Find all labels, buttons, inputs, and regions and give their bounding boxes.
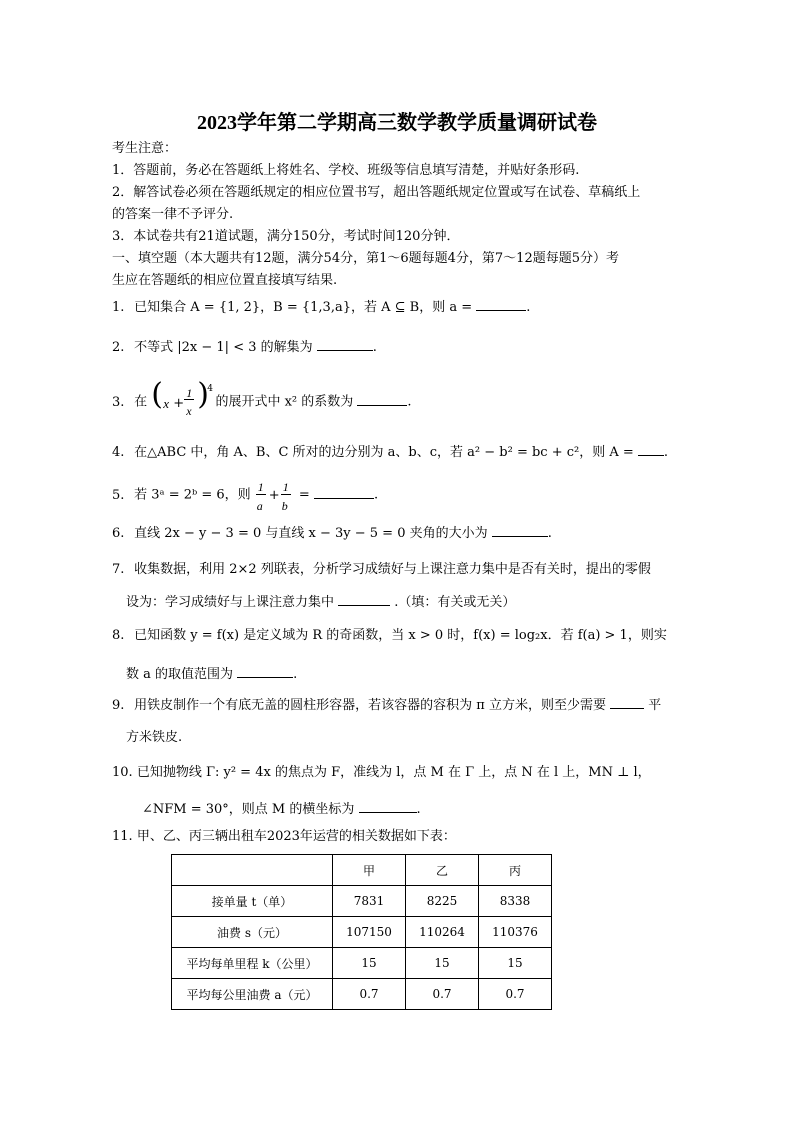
- answer-blank[interactable]: [317, 336, 373, 351]
- question-4: 4. 在△ABC 中，角 A、B、C 所对的边分别为 a、b、c，若 a² − b² = bc + c²，则 A = .: [112, 441, 692, 464]
- table-cell: 平均每公里油费 a（元）: [172, 979, 333, 1010]
- question-text: 在△ABC 中，角 A、B、C 所对的边分别为 a、b、c，若 a² − b² = bc + c²，则 A =: [134, 445, 634, 460]
- question-7: [112, 559, 692, 581]
- table-row: [172, 979, 552, 1010]
- question-9: 9. 用铁皮制作一个有底无盖的圆柱形容器，若该容器的容积为 π 立方米，则至少需要 平: [112, 694, 692, 717]
- answer-blank[interactable]: [476, 296, 526, 311]
- table-cell: 0.7: [479, 979, 552, 1010]
- question-8-cont: 数 a 的取值范围为 .: [112, 663, 706, 686]
- question-number: 11.: [112, 829, 133, 844]
- table-cell: 7831: [333, 886, 406, 917]
- fraction-sum: 1 a + 1 b: [256, 480, 289, 513]
- question-11: [112, 826, 692, 848]
- section-heading-cont: 生应在答题纸的相应位置直接填写结果.: [112, 273, 338, 288]
- question-7-cont: [112, 591, 706, 614]
- question-2: 2. 不等式 |2x − 1| < 3 的解集为 .: [112, 336, 692, 359]
- question-number: 5.: [112, 487, 125, 503]
- answer-blank[interactable]: [314, 484, 374, 499]
- question-number: 9.: [112, 698, 125, 713]
- binomial-expression: ( x + 1 x ) 4: [151, 377, 214, 418]
- table-cell: 8338: [479, 886, 552, 917]
- table-cell: 0.7: [333, 979, 406, 1010]
- table-row: [172, 948, 552, 979]
- question-9-cont: 方米铁皮.: [126, 730, 183, 745]
- table-cell: 油费 s（元）: [172, 917, 333, 948]
- page-title: 2023学年第二学期高三数学教学质量调研试卷: [197, 112, 597, 134]
- question-text: 甲、乙、丙三辆出租车2023年运营的相关数据如下表：: [136, 829, 456, 844]
- table-header-cell: 丙: [479, 855, 552, 886]
- notice-item-2: 2．解答试卷必须在答题纸规定的相应位置书写，超出答题纸规定位置或写在试卷、草稿纸上: [112, 185, 641, 200]
- question-number: 7.: [112, 562, 125, 577]
- table-cell: 15: [479, 948, 552, 979]
- question-text: 不等式 |2x − 1| < 3 的解集为: [134, 340, 313, 355]
- question-text: 已知抛物线 Γ: y² = 4x 的焦点为 F，准线为 l，点 M 在 Γ 上，点 N 在 l 上，MN ⊥ l，: [136, 765, 651, 780]
- answer-blank[interactable]: [638, 441, 664, 456]
- section-heading: 一、填空题（本大题共有12题，满分54分，第1～6题每题4分，第7～12题每题5分）考: [112, 251, 619, 266]
- question-10: [112, 762, 692, 784]
- answer-blank[interactable]: [338, 591, 390, 606]
- table-cell: 15: [406, 948, 479, 979]
- table-header-cell: [172, 855, 333, 886]
- notice-item-2-cont: 的答案一律不予评分.: [112, 207, 234, 222]
- data-table: [171, 854, 552, 1010]
- question-text: 若 3ᵃ = 2ᵇ = 6，则: [134, 487, 251, 503]
- table-cell: 接单量 t（单）: [172, 886, 333, 917]
- question-3: 3. 在 ( x + 1 x ) 4 的展开式中 x² 的系数为 .: [112, 382, 692, 422]
- answer-blank[interactable]: [492, 522, 548, 537]
- table-cell: 110376: [479, 917, 552, 948]
- question-number: 2.: [112, 340, 125, 355]
- answer-blank[interactable]: [237, 663, 293, 678]
- question-text: 已知集合 A = {1, 2}，B = {1,3,a}，若 A ⊆ B，则 a =: [134, 300, 473, 315]
- question-number: 4.: [112, 445, 125, 460]
- question-text: 用铁皮制作一个有底无盖的圆柱形容器，若该容器的容积为 π 立方米，则至少需要: [134, 698, 606, 713]
- question-text: ∠NFM = 30°，则点 M 的横坐标为: [142, 802, 355, 817]
- answer-blank[interactable]: [610, 694, 644, 709]
- answer-blank[interactable]: [359, 798, 417, 813]
- question-number: 10.: [112, 765, 133, 780]
- notice-item-3: 3．本试卷共有21道试题，满分150分，考试时间120分钟．: [112, 229, 460, 244]
- table-header-row: [172, 855, 552, 886]
- question-text: 已知函数 y = f(x) 是定义域为 R 的奇函数，当 x > 0 时，f(x) = log₂x．若 f(a) > 1，则实: [134, 628, 667, 643]
- question-8: [112, 625, 692, 647]
- question-number: 3.: [112, 394, 125, 410]
- answer-blank[interactable]: [357, 391, 407, 406]
- table-cell: 107150: [333, 917, 406, 948]
- question-1: 1. 已知集合 A = {1, 2}，B = {1,3,a}，若 A ⊆ B，则 a = .: [112, 296, 692, 319]
- table-header-cell: 乙: [406, 855, 479, 886]
- question-text-cont: 的展开式中 x² 的系数为: [215, 394, 354, 410]
- question-5: 5. 若 3ᵃ = 2ᵇ = 6，则 1 a + 1 b = .: [112, 480, 379, 513]
- table-cell: 15: [333, 948, 406, 979]
- question-text-cont: =: [298, 487, 310, 503]
- question-text: 数 a 的取值范围为: [126, 667, 234, 682]
- question-number: 1.: [112, 300, 125, 315]
- question-text: 在: [134, 394, 148, 410]
- table-cell: 110264: [406, 917, 479, 948]
- question-text: 设为：学习成绩好与上课注意力集中: [126, 595, 335, 610]
- question-number: 8.: [112, 628, 125, 643]
- question-6: 6. 直线 2x − y − 3 = 0 与直线 x − 3y − 5 = 0 夹角的大小为 .: [112, 522, 692, 545]
- question-text: 直线 2x − y − 3 = 0 与直线 x − 3y − 5 = 0 夹角的大小为: [134, 526, 488, 541]
- table-cell: 0.7: [406, 979, 479, 1010]
- table-row: [172, 886, 552, 917]
- table-row: [172, 917, 552, 948]
- question-number: 6.: [112, 526, 125, 541]
- table-header-cell: 甲: [333, 855, 406, 886]
- table-cell: 8225: [406, 886, 479, 917]
- table-cell: 平均每单里程 k（公里）: [172, 948, 333, 979]
- notice-heading: 考生注意：: [112, 141, 178, 156]
- question-text: 收集数据，利用 2×2 列联表，分析学习成绩好与上课注意力集中是否有关时，提出的零假: [134, 562, 651, 577]
- notice-item-1: 1．答题前，务必在答题纸上将姓名、学校、班级等信息填写清楚，并贴好条形码.: [112, 163, 580, 178]
- question-text-cont: .（填：有关或无关）: [394, 595, 516, 610]
- question-10-cont: ∠NFM = 30°，则点 M 的横坐标为 .: [142, 798, 722, 821]
